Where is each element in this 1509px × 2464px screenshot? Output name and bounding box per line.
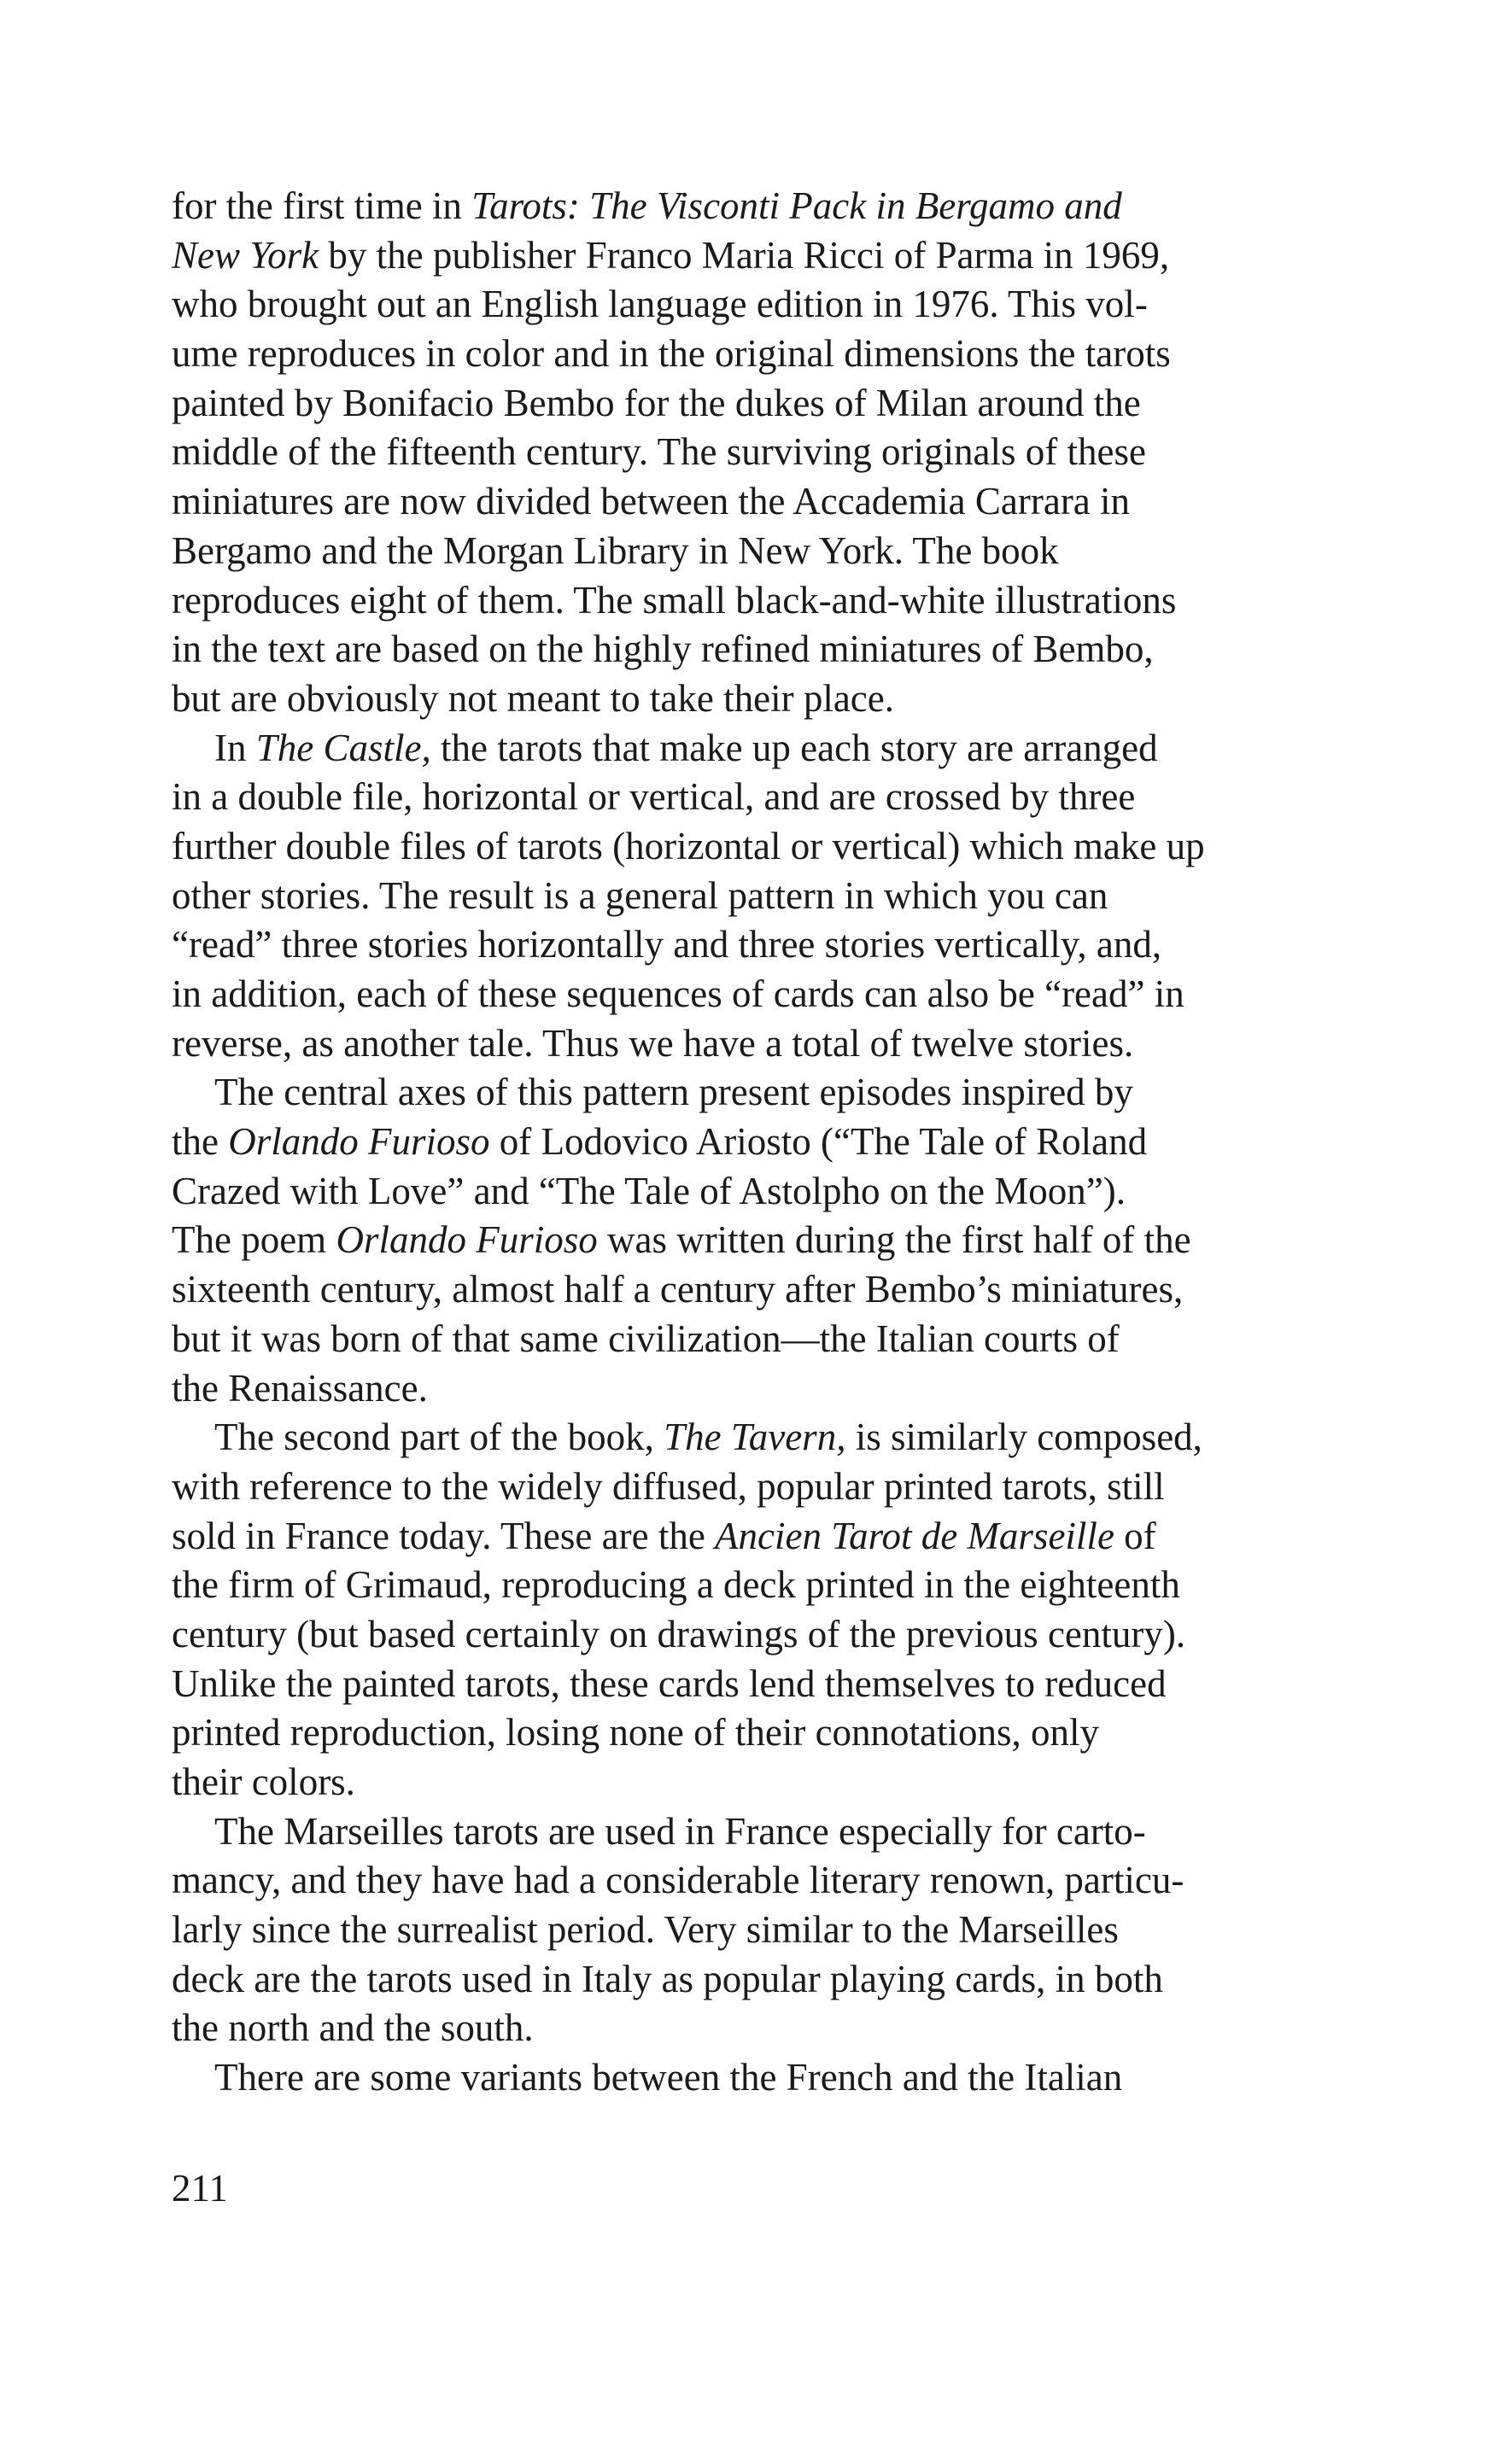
text-segment: for the first time in [172,184,472,227]
text-line [172,872,1359,921]
text-segment: in addition, each of these sequences of cards can also be “read” in [172,972,1184,1015]
text-line [172,1758,1359,1807]
text-line [172,1906,1359,1955]
text-line [172,1856,1359,1906]
text-segment: middle of the fifteenth century. The surviving originals of these [172,430,1146,474]
italic-text-segment: Orlando Furioso [336,1218,598,1262]
text-line [172,773,1359,822]
text-line [172,231,1359,281]
text-segment: in a double file, horizontal or vertical, and are crossed by three [172,775,1136,819]
text-segment: reproduces eight of them. The small black-and-white illustrations [172,578,1177,622]
text-line [172,428,1359,477]
text-segment: was written during the first half of the [597,1218,1191,1262]
text-segment: Bergamo and the Morgan Library in New York. The book [172,528,1059,572]
text-line [172,576,1359,626]
text-segment: miniatures are now divided between the Accademia Carrara in [172,480,1131,523]
text-segment: ume reproduces in color and in the original dimensions the tarots [172,332,1171,376]
text-line [172,1463,1359,1512]
text-segment: The Marseilles tarots are used in France especially for carto- [214,1809,1146,1853]
text-line [172,1118,1359,1167]
text-line [172,822,1359,872]
italic-text-segment: New York [172,233,319,277]
page-number: 211 [172,2167,228,2210]
text-segment: the [172,1120,229,1164]
text-line [172,1512,1359,1562]
text-segment: mancy, and they have had a considerable literary renown, particu- [172,1859,1184,1902]
text-segment: other stories. The result is a general pattern in which you can [172,873,1108,917]
text-segment: sixteenth century, almost half a century after Bembo’s miniatures, [172,1268,1184,1311]
text-line [172,1167,1359,1217]
text-segment: The poem [172,1218,336,1262]
text-line [172,920,1359,970]
text-line [172,2004,1359,2053]
text-line [172,724,1359,774]
text-segment: printed reproduction, losing none of their connotations, only [172,1711,1100,1755]
text-line [172,182,1359,231]
text-line [172,1955,1359,2005]
italic-text-segment: The Castle, [255,726,431,769]
text-segment: of [1114,1514,1156,1557]
text-line [172,330,1359,379]
text-line [172,1561,1359,1610]
text-segment: The central axes of this pattern present episodes inspired by [214,1071,1133,1114]
text-line [172,1610,1359,1660]
text-line [172,477,1359,527]
text-segment: “read” three stories horizontally and three stories vertically, and, [172,923,1162,966]
text-segment: The second part of the book, [214,1416,664,1459]
text-line [172,1364,1359,1414]
text-segment: larly since the surrealist period. Very similar to the Marseilles [172,1908,1119,1952]
text-segment: sold in France today. These are the [172,1514,716,1557]
text-segment: Crazed with Love” and “The Tale of Astolpho on the Moon”). [172,1169,1126,1212]
italic-text-segment: Ancien Tarot de Marseille [715,1514,1114,1557]
text-segment: There are some variants between the French and the Italian [214,2056,1123,2099]
text-segment: who brought out an English language edition in 1976. This vol- [172,283,1148,326]
text-segment: the tarots that make up each story are arranged [430,726,1158,769]
text-line [172,280,1359,330]
text-segment: but are obviously not meant to take their place. [172,676,894,720]
text-line [172,1315,1359,1364]
text-line [172,625,1359,674]
text-segment: In [214,726,256,769]
text-line [172,2053,1359,2103]
text-line [172,1019,1359,1069]
text-segment: but it was born of that same civilization—the Italian courts of [172,1317,1120,1360]
italic-text-segment: The Tavern, [664,1416,846,1459]
text-line [172,1216,1359,1265]
text-segment: of Lodovico Ariosto (“The Tale of Roland [489,1120,1148,1164]
text-segment: the Renaissance. [172,1366,428,1410]
text-segment: with reference to the widely diffused, popular printed tarots, still [172,1464,1165,1508]
text-segment: deck are the tarots used in Italy as popular playing cards, in both [172,1957,1163,2000]
text-segment: reverse, as another tale. Thus we have a total of twelve stories. [172,1021,1134,1065]
text-segment: the north and the south. [172,2006,534,2050]
text-segment: in the text are based on the highly refined miniatures of Bembo, [172,628,1154,671]
text-line [172,1708,1359,1758]
text-line [172,970,1359,1019]
text-line [172,1413,1359,1463]
text-line [172,1807,1359,1857]
text-segment: century (but based certainly on drawings of the previous century). [172,1612,1186,1655]
text-segment: by the publisher Franco Maria Ricci of Parma in 1969, [319,233,1170,277]
text-line [172,1265,1359,1315]
text-line [172,1068,1359,1118]
text-segment: Unlike the painted tarots, these cards lend themselves to reduced [172,1661,1167,1705]
text-line [172,674,1359,724]
text-line [172,379,1359,429]
italic-text-segment: Orlando Furioso [228,1120,490,1164]
text-segment: further double files of tarots (horizontal or vertical) which make up [172,824,1205,867]
text-line [172,527,1359,576]
text-line [172,1660,1359,1709]
text-segment: painted by Bonifacio Bembo for the dukes of Milan around the [172,381,1141,424]
italic-text-segment: Tarots: The Visconti Pack in Bergamo and [471,184,1122,227]
text-segment: their colors. [172,1760,355,1803]
text-segment: the firm of Grimaud, reproducing a deck printed in the eighteenth [172,1563,1180,1607]
body-text [172,182,1359,2103]
text-segment: is similarly composed, [845,1416,1202,1459]
